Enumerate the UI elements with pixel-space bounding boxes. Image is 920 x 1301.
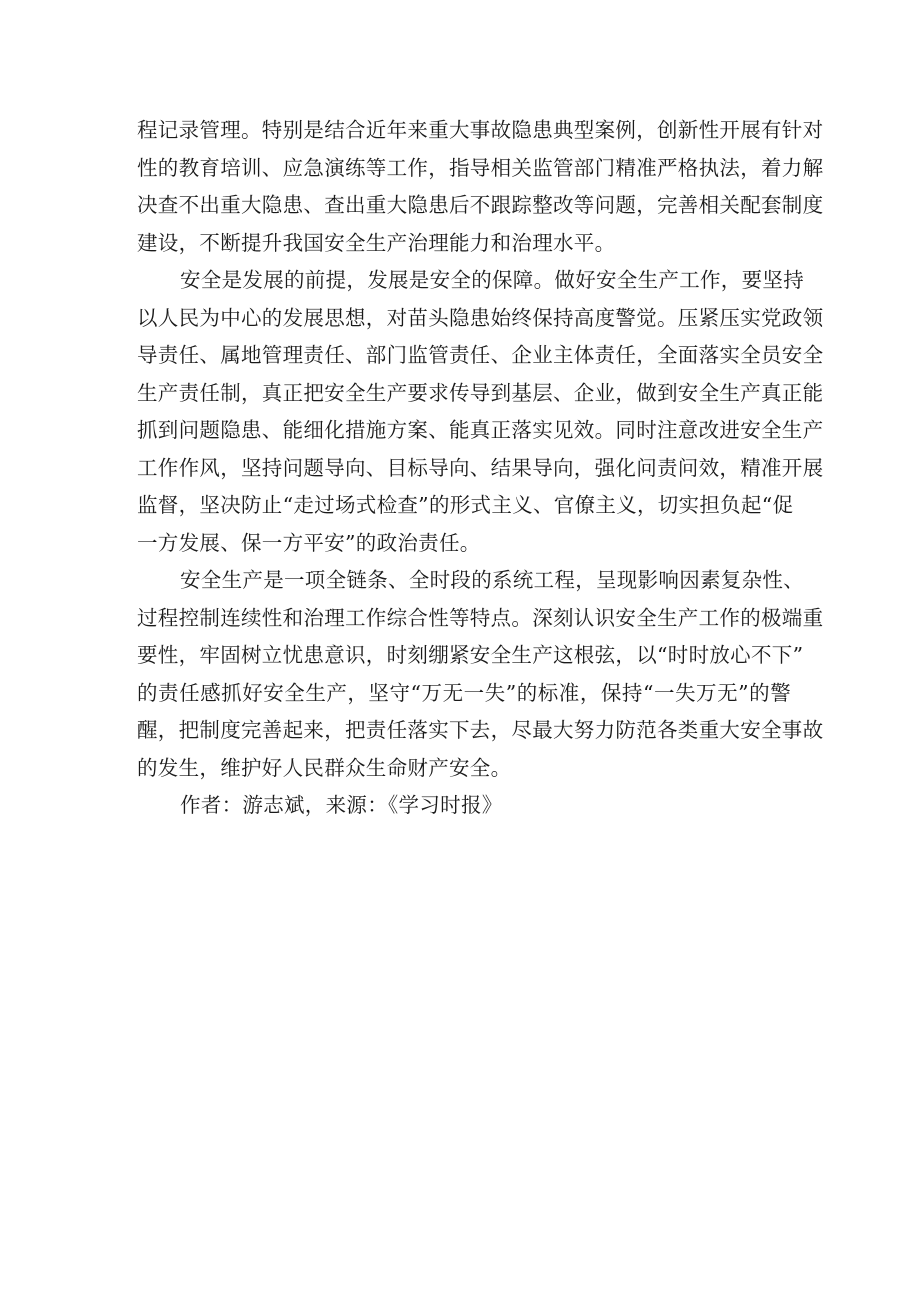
paragraph bbox=[137, 262, 824, 562]
text-line: 的责任感抓好安全生产，坚守“万无一失”的标准，保持“一失万无”的警 bbox=[137, 680, 791, 705]
paragraph bbox=[137, 562, 824, 787]
text-line: 性的教育培训、应急演练等工作，指导相关监管部门精准严格执法，着力解 bbox=[137, 155, 824, 180]
text-line: 工作作风，坚持问题导向、目标导向、结果导向，强化问责问效，精准开展 bbox=[137, 455, 824, 480]
text-line: 程记录管理。特别是结合近年来重大事故隐患典型案例，创新性开展有针对 bbox=[137, 118, 824, 142]
paragraph bbox=[137, 112, 824, 262]
text-line: 要性，牢固树立忧患意识，时刻绷紧安全生产这根弦，以“时时放心不下” bbox=[137, 643, 804, 667]
article-body bbox=[137, 112, 824, 825]
text-line: 以人民为中心的发展思想，对苗头隐患始终保持高度警觉。压紧压实党政领 bbox=[137, 305, 824, 330]
byline: 作者：游志斌，来源：《学习时报》 bbox=[180, 793, 503, 817]
text-line: 建设，不断提升我国安全生产治理能力和治理水平。 bbox=[137, 230, 616, 255]
text-line: 决查不出重大隐患、查出重大隐患后不跟踪整改等问题，完善相关配套制度 bbox=[137, 193, 824, 217]
text-line: 安全生产是一项全链条、全时段的系统工程，呈现影响因素复杂性、 bbox=[180, 568, 804, 592]
text-line: 抓到问题隐患、能细化措施方案、能真正落实见效。同时注意改进安全生产 bbox=[137, 418, 824, 442]
text-line: 过程控制连续性和治理工作综合性等特点。深刻认识安全生产工作的极端重 bbox=[137, 605, 824, 630]
text-line: 生产责任制，真正把安全生产要求传导到基层、企业，做到安全生产真正能 bbox=[137, 380, 824, 405]
text-line: 安全是发展的前提，发展是安全的保障。做好安全生产工作，要坚持 bbox=[180, 268, 804, 292]
text-line: 一方发展、保一方平安”的政治责任。 bbox=[137, 530, 481, 555]
text-line: 监督，坚决防止“走过场式检查”的形式主义、官僚主义，切实担负起“促 bbox=[137, 493, 794, 517]
text-line: 导责任、属地管理责任、部门监管责任、企业主体责任，全面落实全员安全 bbox=[137, 343, 824, 367]
text-line: 醒，把制度完善起来，把责任落实下去，尽最大努力防范各类重大安全事故 bbox=[137, 718, 824, 742]
text-line: 的发生，维护好人民群众生命财产安全。 bbox=[137, 755, 512, 780]
